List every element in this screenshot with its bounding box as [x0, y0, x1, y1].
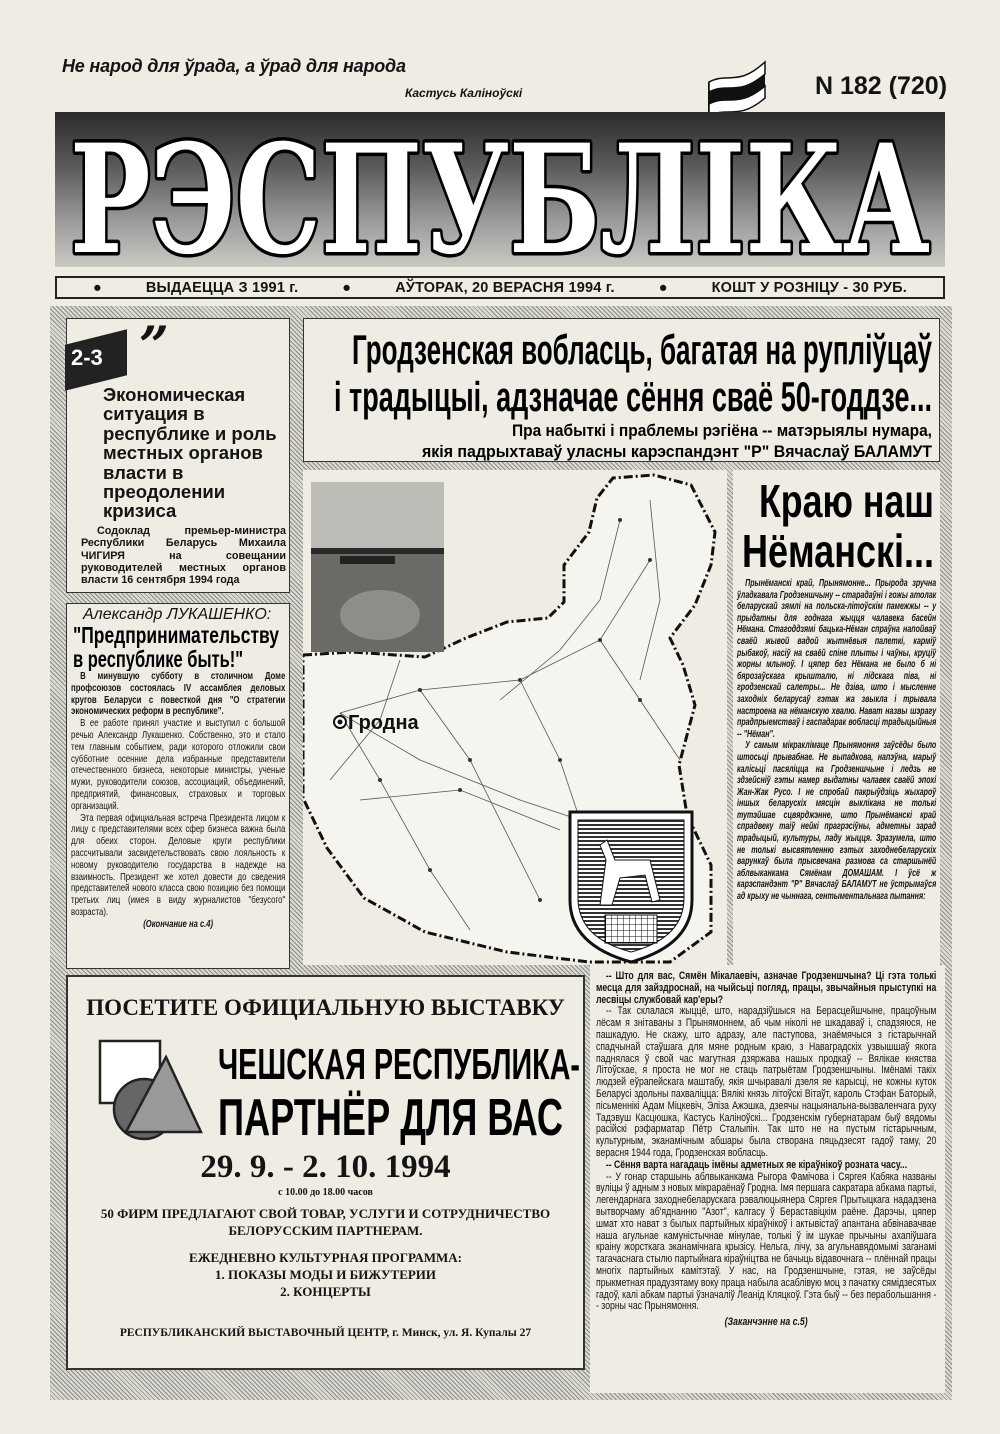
teaser-title: Экономическая ситуация в республике и роль местных органов власти в преодолении кризиса [103, 384, 277, 522]
page-badge-label: 2-3 [71, 345, 103, 370]
masthead [55, 112, 945, 267]
article-kicker: Александр ЛУКАШЕНКО: [83, 606, 272, 623]
article-headline [71, 623, 285, 671]
interview-answer: -- Так склалася жыццё, што, нарадзіўшыся на Берасцейшчыне, працоўным лёсам я знітаваны з Прынямоннем, аб чым ніколі не шкадаваў і, спадзяюся, не пашкадую. Не скажу, што адразу, але паступова, знаёмячыся з гістарычнай спадчынай стаўшага для мяне родным краю, з Наваградскіх узвышшаў якога паднялася ў свой час магутная дзяржава нашых продкаў -- Вялікае княства Літоўскае, я проста не мог не стаць патрыётам Гродзеншчыны. Імёнамі такіх людзей еўрапейскага маштабу, якія шчыравалі дзеля яе карысці, не кожны куток Беларусі здольны пахваліцца: Вялікі князь літоўскі Вітаўт, кароль Стэфан Баторый, пісьменнікі Адам Міцкевіч, Эліза Ажэшка, дзеячы нацыянальна-вызваленчага руху Тадэвуш Касцюшка, Кастусь Каліноўскі... Гродзенскім губернатарам быў вядомы расійскі рэфарматар Пётр Сталыпін. Так што не на пустым гістарычным, культурным, эканамічным абшары была створана пяцьдзесят гадоў таму, 20 верасня 1944 года, Гродзенская вобласць. [596, 1005, 937, 1159]
advert-headline [218, 1035, 583, 1145]
founded: ВЫДАЕЦЦА З 1991 г. [145, 279, 299, 296]
bullet-icon: ● [92, 279, 102, 296]
advert-offer [68, 1205, 583, 1239]
article-paragraph: Эта первая официальная встреча Президента лицом к лицу с представителями всех сфер бизнеса важна была для обеих сторон. Деловые круги республики рассчитывали засвидетельствовать свою лояльность к новому руководителю государства в надежде на взаимность. Президент же хотел довести до сведения представителей нового класса свою позицию без помощи третьих лиц (имея в виду журналистов "безусого" возраста). [71, 812, 286, 918]
river-photo [311, 482, 444, 652]
interview-section [590, 965, 945, 1393]
masthead-logo [55, 112, 945, 267]
offer-line: 50 ФИРМ ПРЕДЛАГАЮТ СВОЙ ТОВАР, УСЛУГИ И СОТРУДНИЧЕСТВО [100, 1206, 551, 1221]
advert-top-line: ПОСЕТИТЕ ОФИЦИАЛЬНУЮ ВЫСТАВКУ [86, 995, 565, 1020]
main-headline [304, 319, 941, 463]
interview-question: -- Сёння варта нагадаць імёны адметных яе кіраўнікоў розната часу... [605, 1158, 908, 1171]
issue-number: N 182 (720) [815, 72, 948, 100]
neman-body [737, 578, 936, 903]
interview-body [596, 971, 936, 1329]
article-paragraph: В ее работе принял участие и выступил с большой речью Александр Лукашенко. Собственно, это и стало тем главным событием, ради которого отложили свои субботние осенние дела избранные представители отечественного бизнеса, некоторые министры, ученые мужи, руководители союзов, ассоциаций, объединений, предприятий, финансовых, страховых и торговых организаций. [71, 718, 286, 812]
article-body [71, 671, 285, 931]
main-headline-box [303, 318, 940, 462]
masthead-title: РЭСПУБЛІКА [70, 112, 930, 267]
subheadline-line: якія падрыхтаваў уласны карэспандэнт "Р" Вячаслаў БАЛАМУТ [421, 442, 933, 461]
price: КОШТ У РОЗНІЦУ - 30 РУБ. [711, 279, 908, 296]
city-label: Гродна [348, 712, 419, 734]
advert-address: РЕСПУБЛИКАНСКИЙ ВЫСТАВОЧНЫЙ ЦЕНТР, г. Минск, ул. Я. Купалы 27 [119, 1327, 532, 1339]
exhibition-advert [66, 975, 585, 1370]
advert-program [68, 1249, 583, 1300]
continued-note: (Заканчэнне на с.5) [724, 1316, 808, 1329]
headline-line: Нёманскі... [742, 525, 934, 572]
article-paragraph: У самым мікраклімаце Прынямоння заўсёды было штосьці прывабнае. Не выпадкова, напэўна, марыў калісьці пасяліцца на Гродзеншчыне і ледзь не здзейсніў гэты намер выдатны чалавек сваёй эпохі Жан-Жак Русо. І не спробай пакрыўдзіць жыхароў іншых беларускіх мясцін выклікана не толькі тутэйшае сцвярджэнне, што Прынёманскі край спрадвеку таіў нейкі прагрэсіўны, адметны зарад традыцый, культуры, ладу жыцця. Зразумела, што не толькі высвятленню гэтых заходнебеларускіх варункаў была прысвечана размова са старшынёй аблвыканкама Сямёнам ДОМАШАМ. І ўсё ж карэспандэнт "Р" Вячаслаў БАЛАМУТ не ўстрымаўся ад крыху не чыннага, сентыментальнага пытання: [737, 740, 937, 903]
quote-icon: ” [139, 316, 169, 377]
coat-of-arms-icon [570, 812, 692, 962]
article-paragraph: Прынёманскі край, Прынямонне... Прырода зручна ўладкавала Гродзеншчыну -- старадаўні і гожы атолак беларускай зямлі на польска-літоўскім памежжы -- у прыдатны для годнага жыцця чалавека басейн Нёмана. Стагоддзямі бацька-Нёман спраўна напойваў сваёй жывой вадой жытнёвыя палеткі, карміў рыбакоў, насіў на сваёй спіне плыты і чаўны, круціў жорны млыноў. І цяпер без Нёмана не было б ні бярозаўскага крышталю, ні лідскага піва, ні гродзенскай салетры... Не дзіва, што і мысленне заходніх беларусаў гэтак жа звыкла і трывала настроена на нёманскую хвалю. Нават назвы шэрагу прадпрыемстваў і гаспадарак вобласці традыцыйныя -- "Нёман". [737, 578, 937, 740]
offer-line: БЕЛОРУССКИМ ПАРТНЕРАМ. [228, 1223, 423, 1238]
motto-author: Кастусь Каліноўскі [405, 86, 523, 100]
headline-line: Гродзенская вобласць, багатая на рупліўцаў [352, 326, 933, 373]
shapes-logo-icon [96, 1037, 206, 1152]
bullet-icon: ● [342, 279, 352, 296]
headline-line: "Предпринимательству [73, 623, 280, 648]
headline-line: Краю наш [759, 475, 934, 527]
program-title: ЕЖЕДНЕВНО КУЛЬТУРНАЯ ПРОГРАММА: [189, 1250, 462, 1265]
program-item: 1. ПОКАЗЫ МОДЫ И БИЖУТЕРИИ [214, 1267, 437, 1282]
headline-line: і традыцыі, адзначае сёння сваё 50-годдзе... [334, 373, 932, 420]
interview-answer: -- У гонар старшынь аблвыканкама Рыгора Фамічова і Сяргея Кабяка названы вуліцы ў адным з новых мікрараёнаў Гродна. Імя першага сакратара абкама партыі, легендарнага заходнебеларускага рэвалюцыянера Сяргея Прытыцкага нададзена вытворчаму аб'яднанню "Азот", калгасу ў Бераставіцкім раёне. Дарэчы, цяпер шмат хто нават з былых партыйных кіраўнікоў і актывістаў апантана абвінавачвае наша агульнае камуністычнае мінулае, толькі ў ім шукае прычыны ахапіўшага краіну жорсткага эканамічнага крызісу. Нельга, лічу, за агульнавядомымі заганамі тагачаснага стылю партыйнага кіраўніцтва не бачыць відавочнага -- плённай працы многіх партыйных камітэтаў. У нас, на Гродзеншчыне, гэтая, не заўсёды прыкметная прадузятаму воку праца набыла асаблівую моц з пачатку сямідзесятых гадоў, калі абкам партыі ўзначаліў Леанід Кляцкоў. Гэта быў -- без перабольшання -- зорны час Прынямоння. [596, 1170, 937, 1313]
neman-headline [737, 474, 936, 572]
bullet-icon: ● [658, 279, 668, 296]
neman-article [733, 470, 940, 965]
lukashenko-article [66, 603, 290, 969]
continued-note: (Окончание на с.4) [143, 918, 214, 930]
article-lead: В минувшую субботу в столичном Доме профсоюзов состоялась IV ассамблея деловых кругов Беларуси с повесткой дня "О стратегии экономических реформ в республике". [71, 671, 286, 718]
motto: Не народ для ўрада, а ўрад для народа [62, 56, 406, 76]
advert-dates: 29. 9. - 2. 10. 1994 [200, 1149, 451, 1185]
teaser-box [66, 318, 290, 593]
interview-question: -- Што для вас, Сямён Мікалаевіч, азначае Гродзеншчына? Ці гэта толькі месца для зайздроснай, на чыйсьці погляд, працы, звычайныя прыступкі на лесвіцы службовай кар'еры? [596, 970, 937, 1006]
program-item: 2. КОНЦЕРТЫ [280, 1284, 371, 1299]
headline-line: в республике быть!" [73, 646, 243, 671]
grodno-region-map [303, 470, 727, 965]
headline-line: ПАРТНЁР ДЛЯ ВАС [218, 1089, 563, 1145]
info-bar [55, 276, 945, 299]
subheadline-line: Пра набыткі і праблемы рэгіёна -- матэрыялы нумара, [512, 421, 932, 440]
advert-hours: с 10.00 до 18.00 часов [278, 1187, 373, 1198]
teaser-subtitle: Содоклад премьер-министра Республики Беларусь Михаила ЧИГИРЯ на совещании руководителей местных органов власти 16 сентября 1994 года [81, 525, 286, 587]
issue-date: АЎТОРАК, 20 ВЕРАСНЯ 1994 г. [395, 279, 615, 296]
headline-line: ЧЕШСКАЯ РЕСПУБЛИКА- [218, 1040, 580, 1089]
